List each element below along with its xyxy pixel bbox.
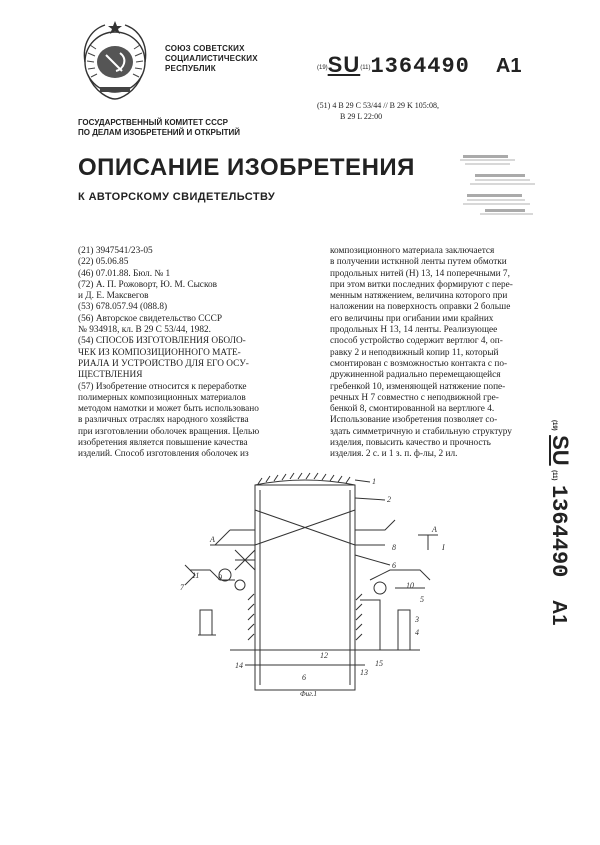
abstract-line: продольных нитей (Н) 13, 14 поперечными 7, [330,268,510,279]
abstract-line: наложении на поверхность оправки 2 больше [330,302,511,313]
document-title: ОПИСАНИЕ ИЗОБРЕТЕНИЯ [78,154,415,181]
abstract-line: в получении исткнной ленты путем обмотки [330,257,507,268]
abstract-line: способ устройство содержит вертлюг 4, оп- [330,336,503,347]
document-number: 1364490 [370,54,470,79]
biblio-line: № 934918, кл. B 29 C 53/44, 1982. [78,325,211,336]
figure-label: 12 [320,651,328,660]
figure-label: 4 [415,628,419,637]
figure-label: 10 [406,581,414,590]
country-code: SU [327,52,361,77]
figure-label: 14 [235,661,243,670]
abstract-line: его величины при огибании ими крайних [330,313,494,324]
figure-label: 7 [180,583,184,592]
abstract-line: (57) Изобретение относится к переработке [78,381,247,392]
biblio-line: (22) 05.06.85 [78,257,129,268]
figure-label: 15 [375,659,383,668]
kind-code: A1 [495,55,522,77]
figure-label: 11 [192,571,200,580]
abstract-line: при изготовлении оболочек вращения. Целью [78,426,260,437]
country-code: SU [548,435,573,466]
abstract-line: изделий. Способ изготовления оболочек из [78,449,249,460]
committee-line: ПО ДЕЛАМ ИЗОБРЕТЕНИЙ И ОТКРЫТИЙ [78,128,241,137]
abstract-line: композиционного материала заключается [330,246,495,256]
abstract-line: полимерных композиционных материалов [78,392,246,403]
figure-caption: Фиг.1 [300,690,318,698]
figure-label: 9 [218,573,222,582]
abstract-line: смонтирован с возможностью контакта с по- [330,358,508,369]
organization-name [165,44,258,74]
biblio-line: и Д. Е. Максвегов [78,291,149,302]
patent-number [317,52,521,79]
inid-code: (11) [551,470,557,481]
abstract-line: изобретения является повышение качества [78,438,248,449]
biblio-line: РИАЛА И УСТРОЙСТВО ДЛЯ ЕГО ОСУ- [78,358,249,369]
biblio-line: (54) СПОСОБ ИЗГОТОВЛЕНИЯ ОБОЛО- [78,336,246,347]
abstract-line: изделия. 2 с. и 1 з. п. ф-лы, 2 ил. [330,449,458,460]
abstract-line: здать симметричную и стабильную структуру [330,426,512,437]
inid-code: (19) [317,64,328,71]
ipc-line: (51) 4 B 29 C 53/44 // B 29 K 105:08, [317,101,440,110]
abstract-line: речных Н 7 совместно с неподвижной гре- [330,392,499,403]
figure-label: 8 [392,543,396,552]
ussr-emblem-icon [70,15,160,105]
abstract-line: изделия, повысить качество и прочность [330,438,491,449]
figure-label: 5 [420,595,424,604]
org-line: РЕСПУБЛИК [165,64,216,73]
inid-code: (19) [551,420,557,431]
org-line: СОЦИАЛИСТИЧЕСКИХ [165,54,258,63]
vertical-patent-number [546,420,593,680]
biblio-line: ЩЕСТВЛЕНИЯ [78,370,143,381]
figure-label: A [432,525,437,534]
abstract-line: при этом витки последних формируют с пере- [330,279,513,290]
document-number: 1364490 [546,484,571,578]
figure-label: 2 [387,495,391,504]
abstract-line: Использование изобретения позволяет со- [330,415,498,426]
biblio-line: (72) А. П. Рожоворт, Ю. М. Сысков [78,279,218,290]
abstract-continuation [330,246,550,461]
document-subtitle: К АВТОРСКОМУ СВИДЕТЕЛЬСТВУ [78,191,276,203]
figure-label: 3 [415,615,419,624]
ipc-line: B 29 L 22:00 [340,112,383,121]
kind-code: A1 [548,599,570,626]
biblio-line: (46) 07.01.88. Бюл. № 1 [78,268,171,279]
bibliographic-data [78,246,303,461]
figure-label: 6 [302,673,306,682]
abstract-line: методом намотки и может быть использовано [78,404,259,415]
technical-drawing [170,470,460,705]
committee-line: ГОСУДАРСТВЕННЫЙ КОМИТЕТ СССР [78,118,228,127]
abstract-line: гребенкой 10, изменяющей натяжение попе- [330,381,506,392]
biblio-line: ЧЕК ИЗ КОМПОЗИЦИОННОГО МАТЕ- [78,347,241,358]
abstract-line: в различных отраслях народного хозяйства [78,415,249,426]
biblio-line: (56) Авторское свидетельство СССР [78,313,222,324]
abstract-line: дружиненной радиально перемещающейся [330,370,501,381]
figure-label: 6 [392,561,396,570]
abstract-line: менным натяжением, величина которого при [330,291,508,302]
inid-code: (11) [360,64,371,71]
abstract-line: продольных Н 13, 14 ленты. Реализующее [330,325,498,336]
ipc-classification [317,100,439,122]
abstract-line: равку 2 и неподвижный копир 11, который [330,347,499,358]
library-stamp-icon [455,152,545,222]
org-line: СОЮЗ СОВЕТСКИХ [165,44,245,53]
figure-label: I [442,543,445,552]
committee-name [78,118,240,138]
figure-label: 13 [360,668,368,677]
abstract-line: бенкой 8, смонтированной на вертлюге 4. [330,404,495,415]
biblio-line: (21) 3947541/23-05 [78,246,153,256]
figure-label: A [210,535,215,544]
biblio-line: (53) 678.057.94 (088.8) [78,302,168,313]
figure-label: 1 [372,477,376,486]
